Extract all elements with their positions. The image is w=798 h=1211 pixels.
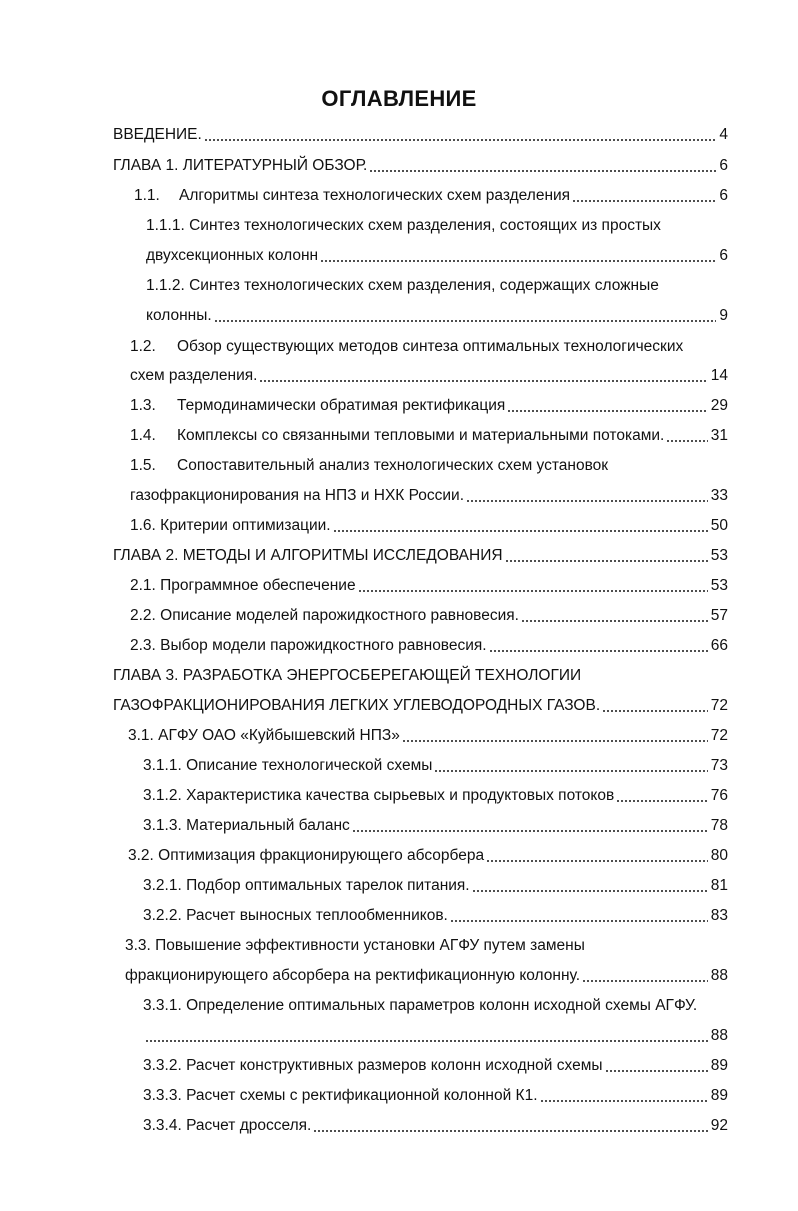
toc-page-number: 83 bbox=[710, 907, 728, 924]
toc-entry-text: ГЛАВА 3. РАЗРАБОТКА ЭНЕРГОСБЕРЕГАЮЩЕЙ ТЕХНОЛОГИИ bbox=[113, 667, 582, 684]
toc-page-number: 29 bbox=[710, 397, 728, 414]
toc-entry-2-2[interactable] bbox=[130, 602, 728, 630]
toc-entry-1-1[interactable] bbox=[134, 182, 728, 210]
dot-leader bbox=[486, 860, 708, 862]
toc-page-number: 4 bbox=[719, 126, 728, 143]
dot-leader bbox=[450, 920, 708, 922]
toc-entry-3-3-1-line2[interactable] bbox=[143, 1022, 728, 1050]
dot-leader bbox=[466, 500, 708, 502]
dot-leader bbox=[602, 710, 708, 712]
toc-page-number: 6 bbox=[719, 187, 728, 204]
toc-entry-text: 2.1. Программное обеспечение bbox=[130, 577, 356, 594]
dot-leader bbox=[358, 590, 708, 592]
toc-entry-3-2-2[interactable] bbox=[143, 902, 728, 930]
toc-entry-1-2-line1[interactable] bbox=[130, 333, 730, 361]
toc-entry-text: 3.3. Повышение эффективности установки АГФУ путем замены bbox=[125, 937, 585, 954]
toc-page-number: 57 bbox=[710, 607, 728, 624]
toc-entry-3-1-2[interactable] bbox=[143, 782, 728, 810]
toc-entry-text: 1.1.2. Синтез технологических схем разделения, содержащих сложные bbox=[146, 277, 659, 294]
toc-entry-text: Термодинамически обратимая ректификация bbox=[177, 397, 506, 414]
toc-entry-1-1-2-line2[interactable] bbox=[146, 302, 728, 330]
toc-entry-2-1[interactable] bbox=[130, 572, 728, 600]
toc-page-number: 72 bbox=[710, 697, 728, 714]
toc-page-number: 88 bbox=[710, 1027, 728, 1044]
toc-entry-3-1-1[interactable] bbox=[143, 752, 728, 780]
dot-leader bbox=[582, 980, 708, 982]
dot-leader bbox=[313, 1130, 707, 1132]
toc-entry-text: газофракционирования на НПЗ и НХК России. bbox=[130, 487, 465, 504]
dot-leader bbox=[605, 1070, 708, 1072]
dot-leader bbox=[472, 890, 708, 892]
dot-leader bbox=[507, 410, 707, 412]
toc-entry-3-1[interactable] bbox=[128, 722, 728, 750]
toc-page-number: 9 bbox=[719, 307, 728, 324]
toc-entry-text: 2.3. Выбор модели парожидкостного равновесия. bbox=[130, 637, 487, 654]
toc-entry-chapter-2[interactable] bbox=[113, 542, 728, 570]
toc-entry-text: Комплексы со связанными тепловыми и материальными потоками. bbox=[177, 427, 665, 444]
toc-entry-3-1-3[interactable] bbox=[143, 812, 728, 840]
dot-leader bbox=[434, 770, 707, 772]
dot-leader bbox=[333, 530, 708, 532]
toc-section-number: 1.2. bbox=[130, 338, 156, 355]
toc-section-number: 1.1. bbox=[134, 187, 160, 204]
toc-page-number: 14 bbox=[710, 367, 728, 384]
dot-leader bbox=[402, 740, 708, 742]
toc-entry-3-3-2[interactable] bbox=[143, 1052, 728, 1080]
toc-page-number: 31 bbox=[710, 427, 728, 444]
toc-entry-text: ВВЕДЕНИЕ. bbox=[113, 126, 202, 143]
toc-entry-text: Сопоставительный анализ технологических схем установок bbox=[177, 457, 609, 474]
toc-page-number: 81 bbox=[710, 877, 728, 894]
toc-entry-text: 3.1.3. Материальный баланс bbox=[143, 817, 350, 834]
toc-page-number: 50 bbox=[710, 517, 728, 534]
toc-entry-1-6[interactable] bbox=[130, 512, 728, 540]
toc-page-number: 66 bbox=[710, 637, 728, 654]
toc-entry-chapter-1[interactable] bbox=[113, 152, 728, 180]
dot-leader bbox=[616, 800, 708, 802]
dot-leader bbox=[145, 1040, 708, 1042]
toc-entry-3-2-1[interactable] bbox=[143, 872, 728, 900]
toc-entry-text: 3.3.3. Расчет схемы с ректификационной колонной К1. bbox=[143, 1087, 538, 1104]
toc-section-number: 1.4. bbox=[130, 427, 156, 444]
toc-entry-text: 3.2.1. Подбор оптимальных тарелок питания. bbox=[143, 877, 470, 894]
dot-leader bbox=[521, 620, 708, 622]
toc-entry-text: 3.1.2. Характеристика качества сырьевых и продуктовых потоков bbox=[143, 787, 615, 804]
toc-entry-text: 3.1. АГФУ ОАО «Куйбышевский НПЗ» bbox=[128, 727, 400, 744]
toc-entry-text: 3.3.2. Расчет конструктивных размеров колонн исходной схемы bbox=[143, 1057, 603, 1074]
toc-entry-3-2[interactable] bbox=[128, 842, 728, 870]
toc-entry-text: ГАЗОФРАКЦИОНИРОВАНИЯ ЛЕГКИХ УГЛЕВОДОРОДНЫХ ГАЗОВ. bbox=[113, 697, 601, 714]
toc-page-number: 6 bbox=[719, 157, 728, 174]
toc-entry-text: схем разделения. bbox=[130, 367, 258, 384]
dot-leader bbox=[489, 650, 708, 652]
toc-entry-text: колонны. bbox=[146, 307, 212, 324]
toc-entry-text: Обзор существующих методов синтеза оптимальных технологических bbox=[177, 338, 684, 355]
toc-page-number: 92 bbox=[710, 1117, 728, 1134]
toc-page-number: 89 bbox=[710, 1057, 728, 1074]
toc-entry-text: 3.3.4. Расчет дросселя. bbox=[143, 1117, 312, 1134]
toc-page-number: 78 bbox=[710, 817, 728, 834]
toc-entry-intro[interactable] bbox=[113, 121, 728, 149]
toc-entry-text: 3.2. Оптимизация фракционирующего абсорбера bbox=[128, 847, 485, 864]
toc-entry-text: 1.6. Критерии оптимизации. bbox=[130, 517, 331, 534]
toc-page-number: 73 bbox=[710, 757, 728, 774]
toc-entry-1-5-line2[interactable] bbox=[130, 482, 728, 510]
toc-page-number: 89 bbox=[710, 1087, 728, 1104]
toc-entry-text: 1.1.1. Синтез технологических схем разделения, состоящих из простых bbox=[146, 217, 661, 234]
toc-section-number: 1.5. bbox=[130, 457, 156, 474]
dot-leader bbox=[666, 440, 707, 442]
dot-leader bbox=[320, 260, 716, 262]
dot-leader bbox=[259, 380, 707, 382]
toc-page-number: 88 bbox=[710, 967, 728, 984]
dot-leader bbox=[204, 139, 717, 141]
page-title: ОГЛАВЛЕНИЕ bbox=[321, 86, 477, 111]
toc-page-number: 6 bbox=[719, 247, 728, 264]
dot-leader bbox=[540, 1100, 708, 1102]
toc-page-number: 72 bbox=[710, 727, 728, 744]
toc-entry-text: двухсекционных колонн bbox=[146, 247, 319, 264]
toc-entry-1-1-1-line2[interactable] bbox=[146, 242, 728, 270]
toc-entry-3-3-line2[interactable] bbox=[125, 962, 728, 990]
dot-leader bbox=[369, 170, 716, 172]
dot-leader bbox=[572, 200, 716, 202]
toc-entry-text: 3.3.1. Определение оптимальных параметров колонн исходной схемы АГФУ. bbox=[143, 997, 698, 1014]
toc-entry-text: ГЛАВА 1. ЛИТЕРАТУРНЫЙ ОБЗОР. bbox=[113, 157, 368, 174]
dot-leader bbox=[214, 320, 717, 322]
toc-page-number: 76 bbox=[710, 787, 728, 804]
toc-entry-1-2-line2[interactable] bbox=[130, 362, 728, 390]
toc-page-number: 53 bbox=[710, 547, 728, 564]
toc-entry-text: ГЛАВА 2. МЕТОДЫ И АЛГОРИТМЫ ИССЛЕДОВАНИЯ bbox=[113, 547, 503, 564]
toc-entry-3-3-3[interactable] bbox=[143, 1082, 728, 1110]
toc-page-number: 80 bbox=[710, 847, 728, 864]
toc-entry-2-3[interactable] bbox=[130, 632, 728, 660]
toc-entry-chapter-3-line2[interactable] bbox=[113, 692, 728, 720]
toc-entry-1-4[interactable] bbox=[130, 422, 728, 450]
toc-entry-3-3-4[interactable] bbox=[143, 1112, 728, 1140]
dot-leader bbox=[505, 560, 708, 562]
toc-entry-text: 2.2. Описание моделей парожидкостного равновесия. bbox=[130, 607, 519, 624]
toc-entry-text: фракционирующего абсорбера на ректификационную колонну. bbox=[125, 967, 581, 984]
toc-entry-1-5-line1[interactable] bbox=[130, 452, 730, 480]
toc-page-number: 33 bbox=[710, 487, 728, 504]
toc-entry-text: 3.1.1. Описание технологической схемы bbox=[143, 757, 433, 774]
toc-entry-text: Алгоритмы синтеза технологических схем разделения bbox=[179, 187, 571, 204]
toc-section-number: 1.3. bbox=[130, 397, 156, 414]
toc-page-number: 53 bbox=[710, 577, 728, 594]
toc-entry-1-3[interactable] bbox=[130, 392, 728, 420]
dot-leader bbox=[352, 830, 708, 832]
toc-entry-text: 3.2.2. Расчет выносных теплообменников. bbox=[143, 907, 448, 924]
